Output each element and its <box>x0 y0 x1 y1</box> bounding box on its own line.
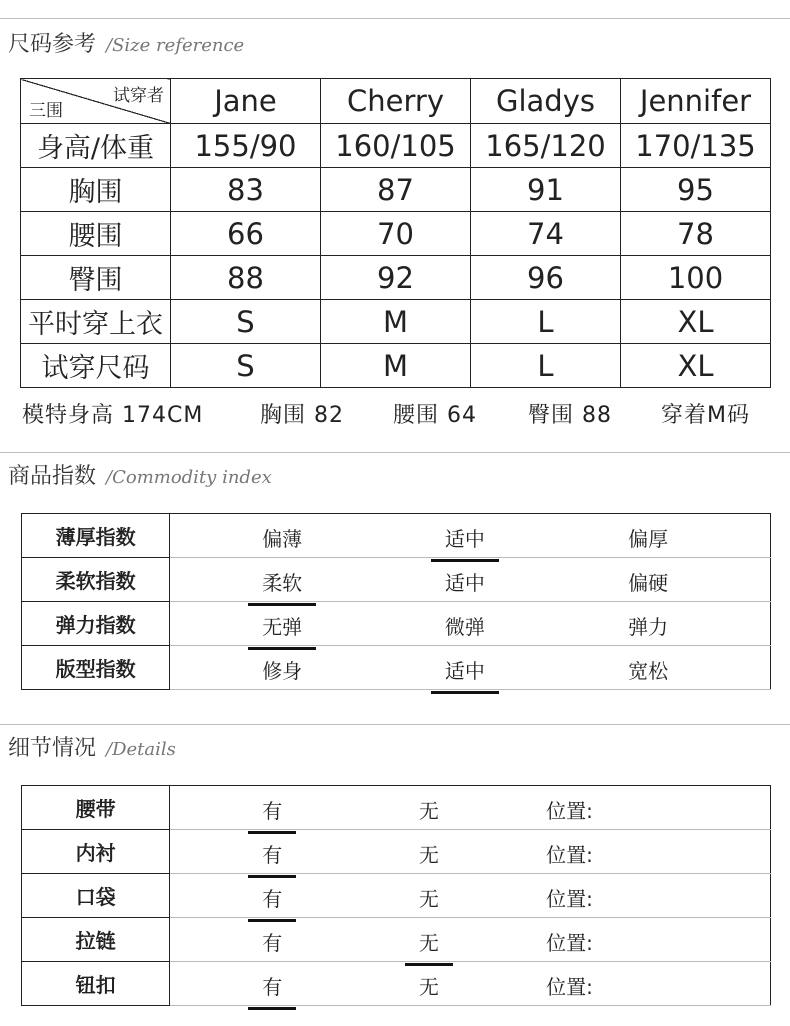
size-cell: M <box>321 344 471 388</box>
index-option-cell <box>170 514 354 558</box>
person-header: Cherry <box>321 79 471 124</box>
size-row-hip <box>21 256 771 300</box>
details-divider <box>0 724 790 725</box>
detail-position: 位置: <box>546 975 593 999</box>
model-wearing-size: 穿着M码 <box>661 403 750 428</box>
corner-measurement-label: 三围 <box>29 101 63 121</box>
size-cell: 165/120 <box>471 124 621 168</box>
index-label: 柔软指数 <box>22 558 170 602</box>
corner-tester-label: 试穿者 <box>113 86 164 106</box>
details-row-pocket <box>22 874 771 918</box>
size-cell: 170/135 <box>621 124 771 168</box>
details-title-text: 细节情况 <box>8 736 97 761</box>
commodity-subtitle-text: /Commodity index <box>106 467 272 488</box>
row-label: 试穿尺码 <box>21 344 171 388</box>
row-label: 腰围 <box>21 212 171 256</box>
details-row-button <box>22 962 771 1006</box>
size-cell: 96 <box>471 256 621 300</box>
detail-position: 位置: <box>546 931 593 955</box>
detail-label: 钮扣 <box>22 962 170 1006</box>
person-header: Jennifer <box>621 79 771 124</box>
model-hip: 臀围 88 <box>528 403 612 428</box>
size-title-text: 尺码参考 <box>8 32 97 57</box>
detail-option-cell <box>170 962 354 1006</box>
detail-label: 拉链 <box>22 918 170 962</box>
detail-yes: 有 <box>262 931 283 955</box>
detail-option-cell <box>170 918 354 962</box>
details-subtitle-text: /Details <box>106 739 176 760</box>
index-option-cell <box>354 514 538 558</box>
size-cell: 70 <box>321 212 471 256</box>
detail-option-cell <box>354 918 538 962</box>
index-option: 适中 <box>444 571 485 595</box>
detail-label: 内衬 <box>22 830 170 874</box>
index-option-selected: 适中 <box>445 655 485 684</box>
index-option-cell <box>538 558 770 602</box>
size-cell: 92 <box>321 256 471 300</box>
size-reference-table <box>20 78 771 388</box>
size-row-waist <box>21 212 771 256</box>
size-cell: S <box>171 344 321 388</box>
size-cell: M <box>321 300 471 344</box>
index-option: 修身 <box>262 659 303 683</box>
detail-option-cell <box>538 962 770 1006</box>
row-label: 臀围 <box>21 256 171 300</box>
index-option-cell <box>538 602 770 646</box>
detail-no: 无 <box>418 799 439 823</box>
detail-position: 位置: <box>546 887 593 911</box>
commodity-row-elasticity <box>22 602 771 646</box>
size-cell: L <box>471 300 621 344</box>
size-cell: 100 <box>621 256 771 300</box>
size-cell: 95 <box>621 168 771 212</box>
detail-position: 位置: <box>546 799 593 823</box>
commodity-row-fit <box>22 646 771 690</box>
commodity-row-thickness <box>22 514 771 558</box>
commodity-section-title <box>8 459 272 490</box>
index-label: 版型指数 <box>22 646 170 690</box>
size-subtitle-text: /Size reference <box>106 35 245 56</box>
commodity-divider <box>0 452 790 453</box>
detail-yes-selected: 有 <box>262 883 282 912</box>
row-label: 身高/体重 <box>21 124 171 168</box>
index-option-cell <box>538 514 770 558</box>
model-height: 模特身高 174CM <box>22 403 204 428</box>
index-option-cell <box>170 602 354 646</box>
row-label: 平时穿上衣 <box>21 300 171 344</box>
detail-option-cell <box>354 874 538 918</box>
details-section-title <box>8 731 176 762</box>
model-waist: 腰围 64 <box>393 403 477 428</box>
size-cell: 83 <box>171 168 321 212</box>
size-section-title <box>8 27 244 58</box>
index-option: 微弹 <box>444 615 485 639</box>
detail-yes-selected: 有 <box>262 839 282 868</box>
detail-option-cell <box>538 874 770 918</box>
size-cell: 160/105 <box>321 124 471 168</box>
top-divider <box>0 18 790 19</box>
size-cell: 74 <box>471 212 621 256</box>
index-option-cell <box>354 558 538 602</box>
index-label: 弹力指数 <box>22 602 170 646</box>
size-row-height-weight <box>21 124 771 168</box>
detail-yes-selected: 有 <box>262 971 282 1000</box>
detail-no: 无 <box>418 843 439 867</box>
index-option: 偏薄 <box>262 527 303 551</box>
commodity-title-text: 商品指数 <box>8 464 97 489</box>
index-label: 薄厚指数 <box>22 514 170 558</box>
detail-no: 无 <box>418 887 439 911</box>
size-row-tried-size <box>21 344 771 388</box>
row-label: 胸围 <box>21 168 171 212</box>
index-option: 偏厚 <box>628 527 669 551</box>
person-header: Gladys <box>471 79 621 124</box>
detail-option-cell <box>538 830 770 874</box>
size-cell: 155/90 <box>171 124 321 168</box>
index-option: 偏硬 <box>628 571 669 595</box>
size-header-row <box>21 79 771 124</box>
details-row-belt <box>22 786 771 830</box>
size-row-bust <box>21 168 771 212</box>
details-table <box>21 785 771 1006</box>
index-option-selected: 适中 <box>445 523 485 552</box>
detail-option-cell <box>354 830 538 874</box>
index-option-cell <box>354 646 538 690</box>
detail-no: 无 <box>418 975 439 999</box>
person-header: Jane <box>171 79 321 124</box>
diagonal-corner-cell <box>21 79 171 124</box>
model-bust: 胸围 82 <box>260 403 344 428</box>
commodity-row-softness <box>22 558 771 602</box>
size-cell: 88 <box>171 256 321 300</box>
size-cell: 78 <box>621 212 771 256</box>
detail-label: 口袋 <box>22 874 170 918</box>
model-info-line <box>22 398 782 428</box>
size-cell: 91 <box>471 168 621 212</box>
index-option: 弹力 <box>628 615 669 639</box>
size-cell: XL <box>621 344 771 388</box>
detail-label: 腰带 <box>22 786 170 830</box>
index-option-selected: 柔软 <box>262 567 302 596</box>
index-option-cell <box>170 646 354 690</box>
detail-yes-selected: 有 <box>262 795 282 824</box>
size-row-usual-top <box>21 300 771 344</box>
detail-no-selected: 无 <box>419 927 439 956</box>
index-option-cell <box>170 558 354 602</box>
index-option-cell <box>354 602 538 646</box>
detail-option-cell <box>170 786 354 830</box>
detail-option-cell <box>538 918 770 962</box>
detail-option-cell <box>170 830 354 874</box>
details-row-zipper <box>22 918 771 962</box>
size-cell: L <box>471 344 621 388</box>
detail-position: 位置: <box>546 843 593 867</box>
size-cell: S <box>171 300 321 344</box>
commodity-index-table <box>21 513 771 690</box>
size-cell: 87 <box>321 168 471 212</box>
detail-option-cell <box>354 962 538 1006</box>
detail-option-cell <box>538 786 770 830</box>
detail-option-cell <box>354 786 538 830</box>
size-cell: XL <box>621 300 771 344</box>
detail-option-cell <box>170 874 354 918</box>
index-option-cell <box>538 646 770 690</box>
index-option: 宽松 <box>628 659 669 683</box>
size-cell: 66 <box>171 212 321 256</box>
index-option-selected: 无弹 <box>262 611 302 640</box>
details-row-lining <box>22 830 771 874</box>
